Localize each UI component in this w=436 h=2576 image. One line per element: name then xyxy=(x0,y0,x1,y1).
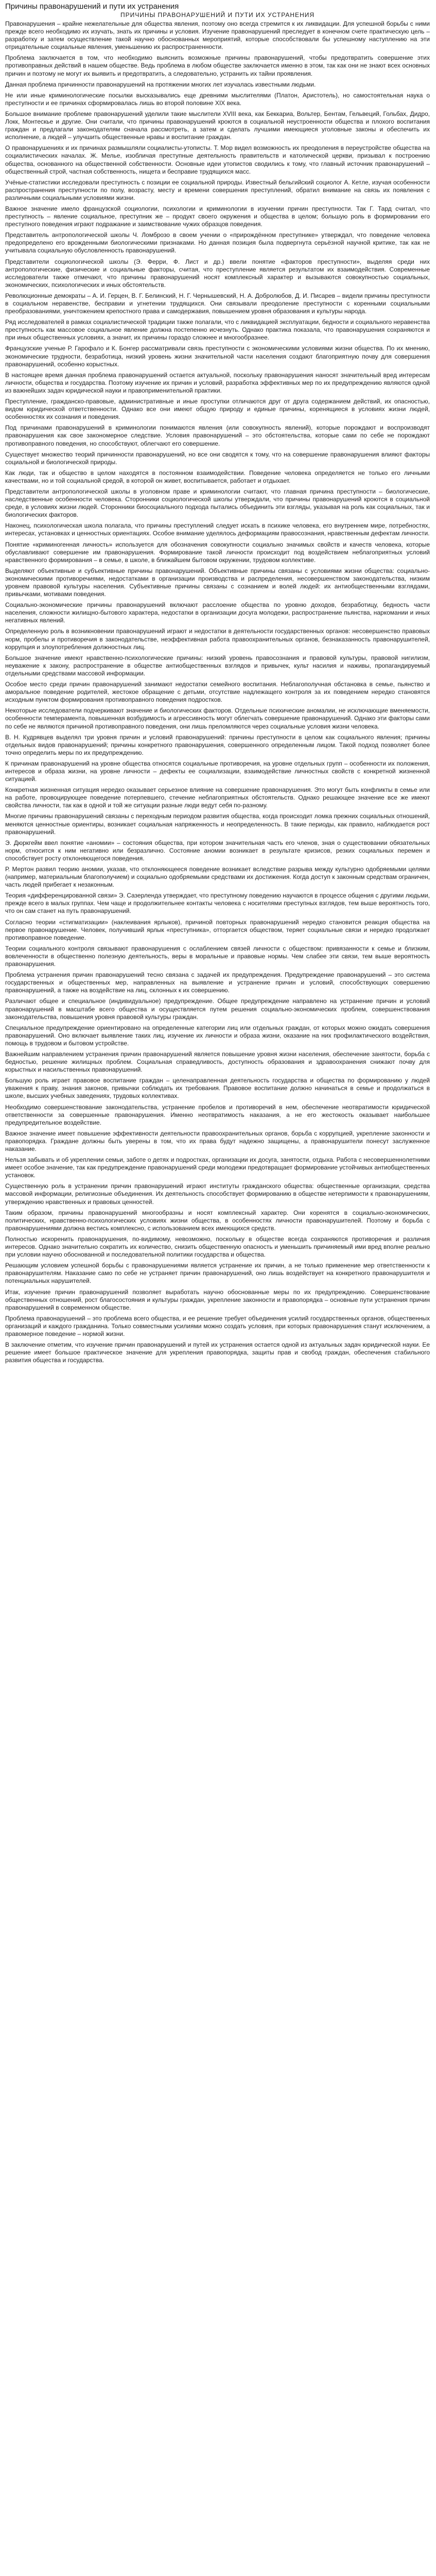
body-paragraph: Особое место среди причин правонарушений занимают недостатки семейного воспитания. Неблагополучная обстановка в семье, пьянство и аморальное поведение родителей, жестокое обращение с детьми, отсутствие надлежащего контроля за их поведением нередко становятся исходным пунктом формирования противоправного поведения подростков. xyxy=(5,681,430,704)
body-paragraph: Конкретная жизненная ситуация нередко оказывает серьезное влияние на совершение правонарушения. Это могут быть конфликты в семье или на работе, провоцирующее поведение потерпевшего, стечение неблагоприятных обстоятельств. Однако решающее значение все же имеют свойства личности, так как в одной и той же ситуации разные люди ведут себя по-разному. xyxy=(5,786,430,809)
body-paragraph: Не или иные криминологические посылки высказывались еще древними мыслителями (Платон, Аристотель), но самостоятельная наука о преступности и ее причинах сформировалась лишь во второй половине XIX века. xyxy=(5,91,430,107)
body-paragraph: Данная проблема причинности правонарушений на протяжении многих лет изучалась известными людьми. xyxy=(5,80,316,88)
body-paragraph: Многие причины правонарушений связаны с переходным периодом развития общества, когда происходит ломка прежних социальных отношений, меняются ценностные ориентиры, возникает социальная напряженность и неопределенность. В такие периоды, как правило, наблюдается рост правонарушений. xyxy=(5,812,430,836)
body-paragraph: Наконец, психологическая школа полагала, что причины преступлений следует искать в психике человека, его внутреннем мире, потребностях, интересах, установках и ценностных ориентациях. Особое внимание уделялось деформациям правосознания, нравственным дефектам личности. xyxy=(5,522,430,537)
body-paragraph: О правонарушениях и их причинах размышляли социалисты-утописты. Т. Мор видел возможность их преодоления в переустройстве общества на социалистических началах. Ж. Мелье, изобличая преступные деятельность правительств и католической церкви, призывал к построению общества, основанного на общественной собственности. Основные идеи утопистов сводились к тому, что главный источник правонарушений – общественный строй, частная собственность, нищета и бесправие трудящихся масс. xyxy=(5,144,430,175)
body-paragraph: В заключение отметим, что изучение причин правонарушений и путей их устранения остается одной из актуальных задач юридической науки. Ее решение имеет большое практическое значение для укрепления правопорядка, защиты прав и свобод граждан, обеспечения стабильного развития общества и государства. xyxy=(5,1341,430,1364)
body-paragraph: К причинам правонарушений на уровне общества относятся социальные противоречия, на уровне отдельных групп – особенности их положения, интересов и образа жизни, на уровне личности – дефекты ее социализации, взаимодействие личностных свойств с конкретной жизненной ситуацией. xyxy=(5,759,430,783)
document-body xyxy=(5,20,430,1364)
body-paragraph: Существенную роль в устранении причин правонарушений играют институты гражданского общества: общественные организации, средства массовой информации, религиозные объединения. Их деятельность способствует формированию в обществе нетерпимости к правонарушениям, утверждению нравственных и правовых ценностей. xyxy=(5,1182,430,1206)
body-paragraph: В. Н. Кудрявцев выделял три уровня причин и условий правонарушений: причины преступности в целом как социального явления; причины отдельных видов правонарушений; причины конкретного правонарушения, совершенного определенным лицом. Такой подход позволяет более точно определить меры по их предупреждению. xyxy=(5,733,430,756)
body-paragraph: Понятие «криминогенная личность» используется для обозначения совокупности социально значимых свойств и качеств человека, которые обуславливают совершение им правонарушения. Формирование такой личности происходит под воздействием неблагоприятных условий нравственного формирования – в семье, в школе, в ближайшем бытовом окружении, трудовом коллективе. xyxy=(5,540,430,564)
body-paragraph: Согласно теории «стигматизации» (наклеивания ярлыков), причиной повторных правонарушений нередко становится реакция общества на первое правонарушение. Человек, получивший ярлык «преступника», отторгается обществом, теряет социальные связи и нередко продолжает противоправное поведение. xyxy=(5,918,430,941)
body-paragraph: Выделяют объективные и субъективные причины правонарушений. Объективные причины связаны с условиями жизни общества: социально-экономическими противоречиями, недостатками в организации производства и распределения, несовершенством законодательства, низким уровнем правовой культуры населения. Субъективные причины связаны с сознанием и волей людей: их антиобщественными взглядами, привычками, мотивами поведения. xyxy=(5,567,430,598)
body-paragraph: Итак, изучение причин правонарушений позволяет выработать научно обоснованные меры по их предупреждению. Совершенствование общественных отношений, рост благосостояния и культуры граждан, укрепление законности и правопорядка – основные пути устранения причин правонарушений в современном обществе. xyxy=(5,1288,430,1311)
body-paragraph: Учёные-статистики исследовали преступность с позиции ее социальной природы. Известный бельгийский социолог А. Кетле, изучая особенности распространения преступности по полу, возрасту, месту и времени совершения преступлений, обратил внимание на связь их появления с различными социальными условиями жизни. xyxy=(5,178,430,201)
body-paragraph: Преступление, гражданско-правовые, административные и иные проступки отличаются друг от друга содержанием действий, их опасностью, видом юридической ответственности. Однако все они имеют общую природу и единые причины, коренящиеся в условиях жизни людей, особенностях их сознания и поведения. xyxy=(5,398,430,421)
body-paragraph: Проблема заключается в том, что необходимо выяснить возможные причины правонарушений, чтобы предотвратить совершение этих противоправных действий в нашем обществе. Ведь проблема в любом обществе заключается именно в этом, так как они не знают всех основных причин и поэтому не могут их выявить и предотвратить, а следовательно, устранить их тайни проявления. xyxy=(5,54,430,77)
body-paragraph: Некоторые исследователи подчеркивают значение и биологических факторов. Отдельные психические аномалии, не исключающие вменяемости, особенности темперамента, повышенная возбудимость и агрессивность могут облегчать совершение правонарушений. Однако эти факторы сами по себе не являются причиной противоправного поведения, они лишь преломляются через социальные условия жизни человека. xyxy=(5,707,430,730)
body-paragraph: Под причинами правонарушений в криминологии понимаются явления (или совокупность явлений), которые порождают и воспроизводят правонарушения как свое закономерное следствие. Условия правонарушений – это обстоятельства, которые сами по себе не порождают противоправного поведения, но способствуют, облегчают его совершение. xyxy=(5,424,430,447)
document-title: Причины правонарушений и пути их устранения xyxy=(5,2,179,11)
body-paragraph: Проблема устранения причин правонарушений тесно связана с задачей их предупреждения. Предупреждение правонарушений – это система государственных и общественных мер, направленных на выявление и устранение причин и условий, способствующих совершению правонарушений, а также на воздействие на лиц, склонных к их совершению. xyxy=(5,971,430,994)
body-paragraph: Ряд исследователей в рамках социалистической традиции также полагали, что с ликвидацией эксплуатации, бедности и социального неравенства преступность как массовое социальное явление должна постепенно исчезнуть. Однако практика показала, что правонарушения сохраняются и при иных общественных условиях, а значит, их причины гораздо сложнее и многообразнее. xyxy=(5,318,430,342)
body-paragraph: Важнейшим направлением устранения причин правонарушений является повышение уровня жизни населения, обеспечение занятости, борьба с бедностью, решение жилищных проблем. Социальная справедливость, доступность образования и здравоохранения снижают почву для корыстных и насильственных правонарушений. xyxy=(5,1050,430,1074)
body-paragraph: Необходимо совершенствование законодательства, устранение пробелов и противоречий в нем, обеспечение неотвратимости юридической ответственности за совершенные правонарушения. Именно неотвратимость наказания, а не его жестокость оказывает наибольшее предупредительное воздействие. xyxy=(5,1103,430,1126)
body-paragraph: Полностью искоренить правонарушения, по-видимому, невозможно, поскольку в обществе всегда сохраняются противоречия и различия интересов. Однако значительно сократить их количество, снизить общественную опасность и уменьшить причиняемый ими вред вполне реально при условии научно обоснованной и последовательной политики государства и общества. xyxy=(5,1235,430,1259)
body-paragraph: Существует множество теорий причинности правонарушений, но все они сводятся к тому, что на совершение правонарушения влияют факторы социальной и биологической природы. xyxy=(5,450,430,466)
body-paragraph: Э. Дюркгейм ввел понятие «аномии» – состояния общества, при котором значительная часть его членов, зная о существовании обязательных норм, относится к ним негативно или безразлично. Состояние аномии возникает в результате кризисов, резких социальных перемен и способствует росту отклоняющегося поведения. xyxy=(5,839,430,862)
body-paragraph: Теория «дифференцированной связи» Э. Сазерленда утверждает, что преступному поведению научаются в процессе общения с другими людьми, прежде всего в малых группах. Чем чаще и продолжительнее контакты человека с носителями преступных взглядов, тем выше вероятность того, что он сам станет на путь правонарушений. xyxy=(5,892,430,915)
document-subtitle: ПРИЧИНЫ ПРАВОНАРУШЕНИЙ И ПУТИ ИХ УСТРАНЕНИЯ xyxy=(120,11,315,19)
body-paragraph: Важное значение имеет повышение эффективности деятельности правоохранительных органов, борьба с коррупцией, укрепление законности и правопорядка. Граждане должны быть уверены в том, что их права будут надежно защищены, а правонарушители понесут заслуженное наказание. xyxy=(5,1129,430,1153)
body-paragraph: Правонарушения – крайне нежелательные для общества явления, поэтому оно всегда стремится к их ликвидации. Для успешной борьбы с ними прежде всего необходимо их изучать, знать их причины и условия. Изучение правонарушений преследует в конечном счете практическую цель – разработку и затем осуществление такой научно обоснованных мероприятий, которые способствовали бы успешному наступлению на эти отрицательные социальные явления, уменьшению их распространенности. xyxy=(5,20,430,51)
body-paragraph: Большое значение имеют нравственно-психологические причины: низкий уровень правосознания и правовой культуры, правовой нигилизм, неуважение к закону, распространение в обществе антиобщественных взглядов и привычек, культ насилия и наживы, пропагандируемый отдельными средствами массовой информации. xyxy=(5,654,430,677)
body-paragraph: Представители антропологической школы в уголовном праве и криминологии считают, что главная причина преступности – биологические, наследственные особенности человека. Сторонники социологической школы утверждали, что причины правонарушений кроются в социальной среде, в условиях жизни людей. Сторонники биосоциального подхода пытались объединить эти взгляды, указывая на роль как социальных, так и биологических факторов. xyxy=(5,487,430,519)
body-paragraph: В настоящее время данная проблема правонарушений остается актуальной, поскольку правонарушения наносят значительный вред интересам личности, общества и государства. Поэтому изучение их причин и условий, разработка эффективных мер по их предупреждению являются одной из важнейших задач юридической науки и правоприменительной практики. xyxy=(5,371,430,394)
body-paragraph: Большую роль играет правовое воспитание граждан – целенаправленная деятельность государства и общества по формированию у людей уважения к праву, знания законов, привычки соблюдать их требования. Правовое воспитание должно начинаться в семье и продолжаться в школе, высших учебных заведениях, трудовых коллективах. xyxy=(5,1077,430,1100)
body-paragraph: Специальное предупреждение ориентировано на определенные категории лиц или отдельных граждан, от которых можно ожидать совершения правонарушений. Оно включает выявление таких лиц, изучение их личности и образа жизни, оказание на них профилактического воздействия, помощь в трудовом и бытовом устройстве. xyxy=(5,1024,430,1047)
body-paragraph: Определенную роль в возникновении правонарушений играют и недостатки в деятельности государственных органов: несовершенство правовых норм, пробелы и противоречия в законодательстве, неэффективная работа правоохранительных органов, безнаказанность правонарушителей, коррупция и злоупотребления должностных лиц. xyxy=(5,628,430,651)
body-paragraph: Нельзя забывать и об укреплении семьи, заботе о детях и подростках, организации их досуга, занятости, отдыха. Работа с несовершеннолетними имеет особое значение, так как предупреждение правонарушений среди молодежи предотвращает формирование устойчивых антиобщественных установок. xyxy=(5,1156,430,1179)
body-paragraph: Различают общее и специальное (индивидуальное) предупреждение. Общее предупреждение направлено на устранение причин и условий правонарушений в масштабе всего общества и осуществляется путем решения социально-экономических проблем, совершенствования законодательства, повышения уровня правовой культуры граждан. xyxy=(5,997,430,1021)
body-paragraph: Таким образом, причины правонарушений многообразны и носят комплексный характер. Они коренятся в социально-экономических, политических, нравственно-психологических условиях жизни общества, в особенностях личности правонарушителей. Поэтому и борьба с правонарушениями должна вестись комплексно, с использованием всех имеющихся средств. xyxy=(5,1209,430,1232)
body-paragraph: Социально-экономические причины правонарушений включают расслоение общества по уровню доходов, безработицу, бедность части населения, сложности жилищно-бытового характера, недостатки в организации досуга молодежи, распространение пьянства, наркомании и иных негативных явлений. xyxy=(5,601,430,624)
body-paragraph: Революционные демократы – А. И. Герцен, В. Г. Белинский, Н. Г. Чернышевский, Н. А. Добролюбов, Д. И. Писарев – видели причины преступности в социальном неравенстве, бесправии и угнетении трудящихся. Они связывали преодоление преступности с коренными социальными преобразованиями, уничтожением крепостного права и самодержавия, повышением уровня образования и культуры народа. xyxy=(5,292,430,315)
body-paragraph: Большое внимание проблеме правонарушений уделили такие мыслители XVIII века, как Беккариа, Вольтер, Бентам, Гельвеций, Гольбах, Дидро, Локк, Монтескье и другие. Они считали, что причины правонарушений кроются в социальной неустроенности общества и плохого воспитания граждан и предлагали законодателям сначала рассмотреть, а затем и сделать лучшими имеющиеся уголовные законы и обеспечить их исполнение, а людей – улучшить общественные нравы и воспитание граждан. xyxy=(5,110,430,141)
body-paragraph: Важное значение имело французской социологии, психологии и криминологии в изучении причин преступности. Так Г. Тард считал, что преступность – явление социальное, преступник же – продукт своего окружения и общества в целом; большую роль в формировании его преступного поведения играют подражание и заимствование чужих образцов поведения. xyxy=(5,205,430,228)
body-paragraph: Представитель антропологической школы Ч. Ломброзо в своем учении о «прирождённом преступнике» утверждал, что поведение человека предопределено его врожденными биологическими признаками. Но данная позиция была подвергнута серьёзной научной критике, так как не учитывала социальную обусловленность правонарушений. xyxy=(5,231,430,255)
body-paragraph: Теории социального контроля связывают правонарушения с ослаблением связей личности с обществом: привязанности к семье и близким, вовлеченности в общественно полезную деятельность, веры в моральные и правовые нормы. Чем слабее эти связи, тем выше вероятность правонарушения. xyxy=(5,944,430,968)
body-paragraph: Французские ученые Р. Гарофало и К. Бонгер рассматривали связь преступности с экономическими условиями жизни общества. По их мнению, экономические трудности, безработица, низкий уровень жизни значительной части населения создают благоприятную почву для совершения правонарушений, особенно корыстных. xyxy=(5,345,430,368)
body-paragraph: Решающим условием успешной борьбы с правонарушениями является устранение их причин, а не только применение мер ответственности к правонарушителям. Наказание само по себе не устраняет причин правонарушений, оно лишь воздействует на конкретного правонарушителя и потенциальных нарушителей. xyxy=(5,1262,430,1285)
body-paragraph: Р. Мертон развил теорию аномии, указав, что отклоняющееся поведение возникает вследствие разрыва между культурно одобряемыми целями (например, материальным благополучием) и социально одобряемыми средствами их достижения. Когда доступ к законным средствам ограничен, часть людей прибегает к незаконным. xyxy=(5,866,430,889)
body-paragraph: Как люди, так и общество в целом находятся в постоянном взаимодействии. Поведение человека определяется не только его личными качествами, но и той социальной средой, в которой он живет, воспитывается, работает и отдыхает. xyxy=(5,469,430,484)
body-paragraph: Представители социологической школы (Э. Ферри, Ф. Лист и др.) ввели понятие «факторов преступности», выделяя среди них антропологические, физические и социальные факторы, считая, что преступление является результатом их взаимодействия. Современные исследователи также отмечают, что причины правонарушений носят комплексный характер и вызываются совокупностью социальных, экономических, психологических и иных обстоятельств. xyxy=(5,258,430,289)
body-paragraph: Проблема правонарушений – это проблема всего общества, и ее решение требует объединения усилий государственных органов, общественных организаций и каждого гражданина. Только совместными усилиями можно создать условия, при которых правонарушения станут исключением, а правомерное поведение – нормой жизни. xyxy=(5,1314,430,1337)
